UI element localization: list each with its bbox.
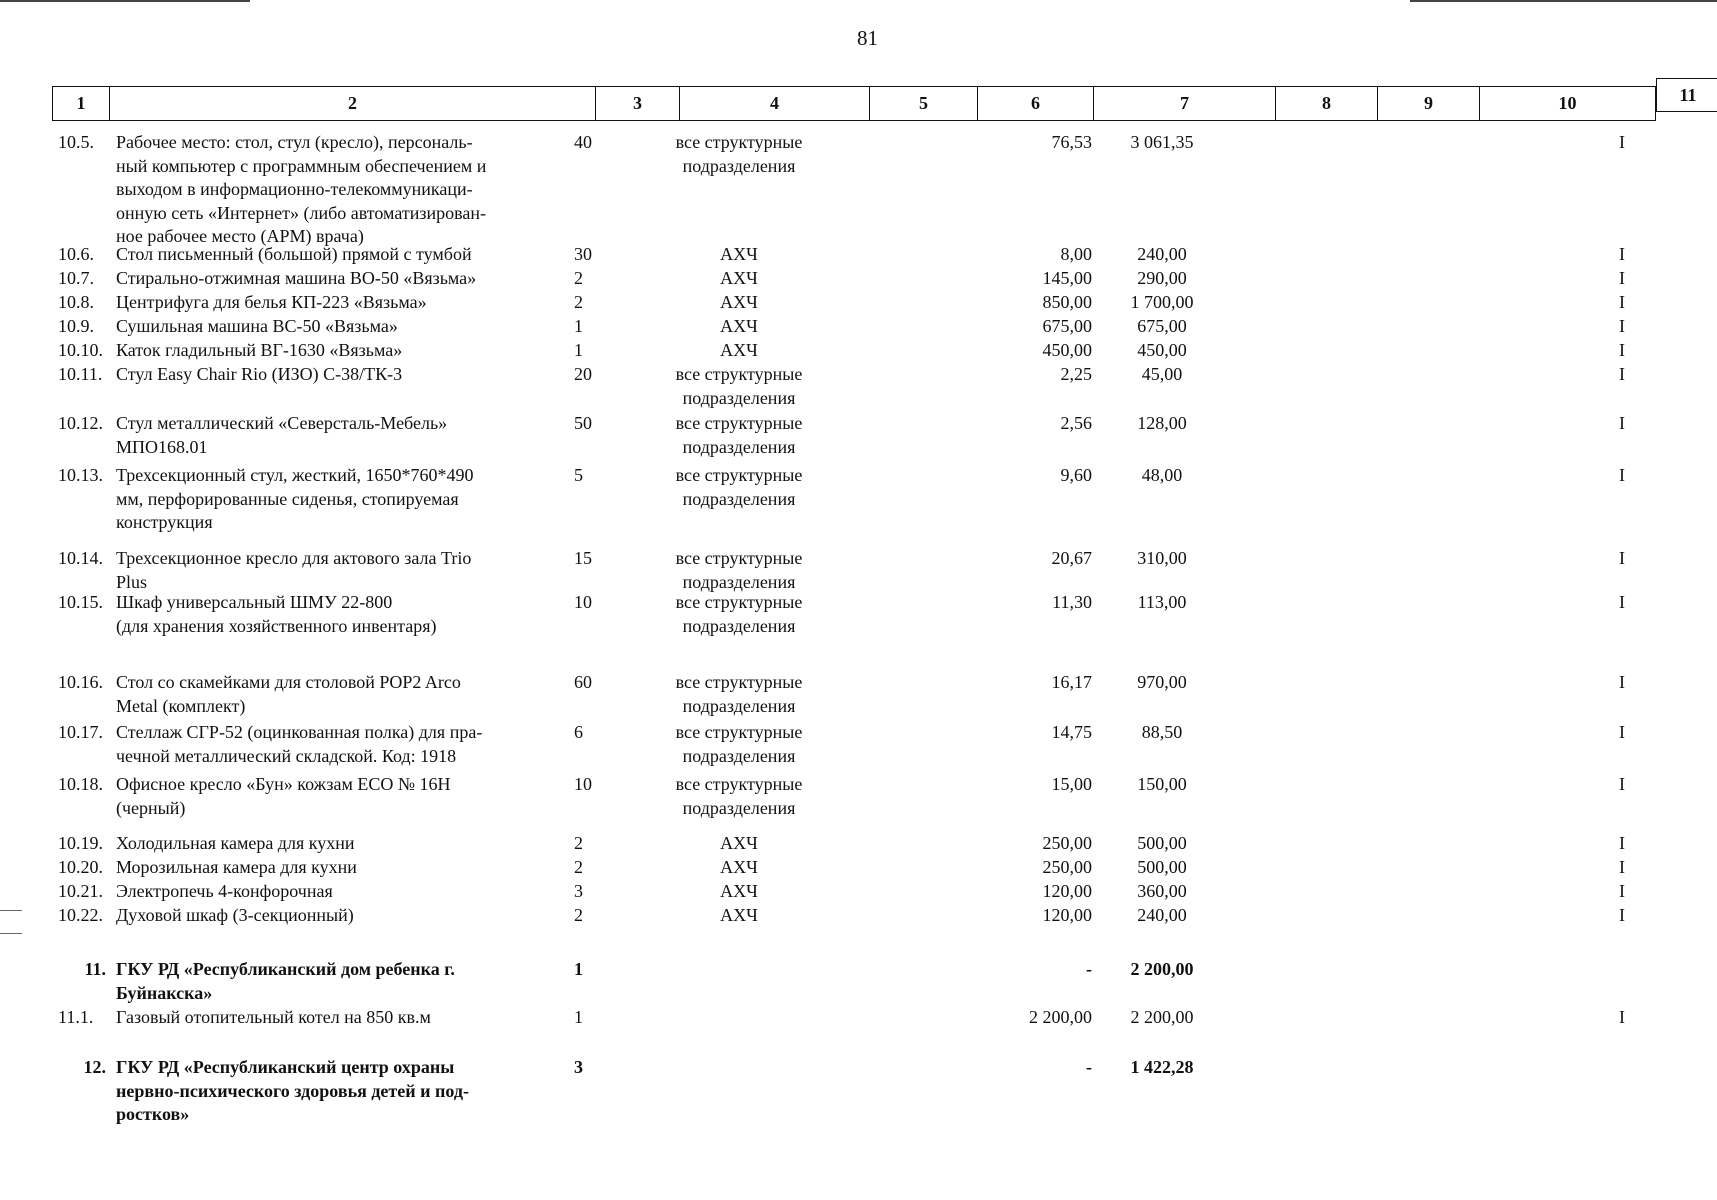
column-header: 11 — [1656, 78, 1717, 112]
item-number: 10.17. — [58, 722, 103, 742]
item-price: 250,00 — [1042, 833, 1092, 853]
column-header: 8 — [1276, 86, 1378, 121]
item-category: I — [1619, 364, 1625, 384]
item-category: I — [1619, 905, 1625, 925]
item-name: Стул металлический «Северсталь-Мебель» МПО168.01 — [116, 413, 448, 457]
item-total: 450,00 — [1137, 340, 1187, 360]
item-category: I — [1619, 833, 1625, 853]
item-category: I — [1619, 1007, 1625, 1027]
item-quantity: 6 — [574, 722, 583, 742]
item-name: Центрифуга для белья КП-223 «Вязьма» — [116, 292, 427, 312]
item-price: 8,00 — [1060, 244, 1092, 264]
item-department: АХЧ — [720, 340, 758, 360]
item-department: все структурные подразделения — [675, 672, 803, 716]
item-quantity: 60 — [574, 672, 592, 692]
item-number: 10.6. — [58, 244, 94, 264]
item-total: 1 422,28 — [1130, 1057, 1194, 1077]
item-quantity: 1 — [574, 316, 583, 336]
item-name: Трехсекционное кресло для актового зала Trio Plus — [116, 548, 472, 592]
item-price: 11,30 — [1052, 592, 1092, 612]
item-quantity: 40 — [574, 132, 592, 152]
item-price: 250,00 — [1042, 857, 1092, 877]
column-header: 9 — [1378, 86, 1480, 121]
item-category: I — [1619, 413, 1625, 433]
item-name: Сушильная машина ВС-50 «Вязьма» — [116, 316, 398, 336]
item-number: 10.5. — [58, 132, 94, 152]
item-number: 10.8. — [58, 292, 94, 312]
item-price: 15,00 — [1051, 774, 1092, 794]
item-number: 11. — [84, 959, 106, 979]
item-price: 120,00 — [1042, 905, 1092, 925]
item-number: 10.16. — [58, 672, 103, 692]
item-category: I — [1619, 244, 1625, 264]
item-category: I — [1619, 268, 1625, 288]
item-name: Стол письменный (большой) прямой с тумбой — [116, 244, 472, 264]
item-total: 675,00 — [1137, 316, 1187, 336]
item-department: АХЧ — [720, 292, 758, 312]
item-name: Морозильная камера для кухни — [116, 857, 357, 877]
item-number: 10.18. — [58, 774, 103, 794]
item-name: ГКУ РД «Республиканский центр охраны нервно-психического здоровья детей и под- ростков» — [116, 1057, 469, 1124]
item-price: 120,00 — [1042, 881, 1092, 901]
scan-margin-mark — [0, 933, 22, 934]
item-number: 10.22. — [58, 905, 103, 925]
item-name: Стеллаж СГР-52 (оцинкованная полка) для пра- чечной металлический складской. Код: 1918 — [116, 722, 483, 766]
item-price: 20,67 — [1051, 548, 1092, 568]
item-category: I — [1619, 592, 1625, 612]
item-category: I — [1619, 132, 1625, 152]
item-total: 1 700,00 — [1130, 292, 1194, 312]
item-price: 76,53 — [1051, 132, 1092, 152]
column-header: 10 — [1480, 86, 1656, 121]
item-category: I — [1619, 340, 1625, 360]
scan-margin-mark — [0, 910, 22, 911]
item-total: 2 200,00 — [1130, 959, 1194, 979]
item-total: 970,00 — [1137, 672, 1187, 692]
item-quantity: 2 — [574, 857, 583, 877]
item-price: - — [1086, 1057, 1092, 1077]
item-quantity: 10 — [574, 774, 592, 794]
item-category: I — [1619, 292, 1625, 312]
item-department: все структурные подразделения — [675, 364, 803, 408]
item-price: 145,00 — [1042, 268, 1092, 288]
item-name: Стирально-отжимная машина ВО-50 «Вязьма» — [116, 268, 477, 288]
item-category: I — [1619, 722, 1625, 742]
item-total: 500,00 — [1137, 857, 1187, 877]
item-number: 10.11. — [58, 364, 103, 384]
item-quantity: 15 — [574, 548, 592, 568]
item-number: 10.12. — [58, 413, 103, 433]
item-number: 10.14. — [58, 548, 103, 568]
item-total: 3 061,35 — [1130, 132, 1194, 152]
item-quantity: 2 — [574, 833, 583, 853]
item-department: все структурные подразделения — [675, 722, 803, 766]
item-department: АХЧ — [720, 316, 758, 336]
item-category: I — [1619, 548, 1625, 568]
item-price: 675,00 — [1042, 316, 1092, 336]
column-header: 4 — [680, 86, 870, 121]
item-name: Офисное кресло «Бун» кожзам ECO № 16H (черный) — [116, 774, 451, 818]
item-name: Духовой шкаф (3-секционный) — [116, 905, 354, 925]
item-price: 2,25 — [1060, 364, 1092, 384]
item-total: 128,00 — [1137, 413, 1187, 433]
item-total: 113,00 — [1137, 592, 1187, 612]
item-price: 450,00 — [1042, 340, 1092, 360]
item-department: АХЧ — [720, 833, 758, 853]
item-quantity: 50 — [574, 413, 592, 433]
item-price: 9,60 — [1060, 465, 1092, 485]
item-number: 12. — [83, 1057, 106, 1077]
item-name: Трехсекционный стул, жесткий, 1650*760*490 мм, перфорированные сиденья, стопируемая конструкция — [116, 465, 474, 532]
item-quantity: 1 — [574, 1007, 583, 1027]
item-number: 10.21. — [58, 881, 103, 901]
item-total: 48,00 — [1141, 465, 1183, 485]
item-price: 850,00 — [1042, 292, 1092, 312]
item-name: Стол со скамейками для столовой POP2 Arco Metal (комплект) — [116, 672, 461, 716]
scan-edge-line — [1410, 0, 1717, 2]
item-total: 45,00 — [1141, 364, 1183, 384]
item-price: 16,17 — [1051, 672, 1092, 692]
column-header: 2 — [110, 86, 596, 121]
item-total: 310,00 — [1137, 548, 1187, 568]
item-department: АХЧ — [720, 905, 758, 925]
item-total: 88,50 — [1141, 722, 1183, 742]
item-name: Каток гладильный ВГ-1630 «Вязьма» — [116, 340, 403, 360]
item-quantity: 1 — [574, 959, 583, 979]
item-department: все структурные подразделения — [675, 548, 803, 592]
item-department: все структурные подразделения — [675, 465, 803, 509]
item-department: все структурные подразделения — [675, 132, 803, 176]
item-quantity: 5 — [574, 465, 583, 485]
item-quantity: 1 — [574, 340, 583, 360]
item-total: 360,00 — [1137, 881, 1187, 901]
item-price: 2 200,00 — [1029, 1007, 1092, 1027]
item-name: Стул Easy Chair Rio (ИЗО) С-38/ТК-3 — [116, 364, 403, 384]
item-number: 10.15. — [58, 592, 103, 612]
item-total: 240,00 — [1137, 244, 1187, 264]
item-department: все структурные подразделения — [675, 592, 803, 636]
item-name: Электропечь 4-конфорочная — [116, 881, 333, 901]
item-quantity: 2 — [574, 268, 583, 288]
item-price: - — [1086, 959, 1092, 979]
item-quantity: 2 — [574, 292, 583, 312]
column-header: 7 — [1094, 86, 1276, 121]
column-header: 5 — [870, 86, 978, 121]
item-total: 240,00 — [1137, 905, 1187, 925]
item-price: 2,56 — [1060, 413, 1092, 433]
item-quantity: 10 — [574, 592, 592, 612]
item-name: Шкаф универсальный ШМУ 22-800 (для хранения хозяйственного инвентаря) — [116, 592, 437, 636]
item-name: ГКУ РД «Республиканский дом ребенка г. Буйнакска» — [116, 959, 455, 1003]
column-header: 1 — [52, 86, 110, 121]
item-quantity: 3 — [574, 1057, 583, 1077]
item-number: 10.19. — [58, 833, 103, 853]
page-number: 81 — [857, 26, 878, 50]
item-quantity: 2 — [574, 905, 583, 925]
item-number: 10.9. — [58, 316, 94, 336]
item-number: 10.10. — [58, 340, 103, 360]
item-category: I — [1619, 465, 1625, 485]
item-number: 10.7. — [58, 268, 94, 288]
item-department: АХЧ — [720, 268, 758, 288]
item-department: АХЧ — [720, 881, 758, 901]
item-department: АХЧ — [720, 244, 758, 264]
item-number: 11.1. — [58, 1007, 94, 1027]
item-department: все структурные подразделения — [675, 413, 803, 457]
scan-edge-line — [0, 0, 250, 2]
item-name: Газовый отопительный котел на 850 кв.м — [116, 1007, 431, 1027]
item-total: 290,00 — [1137, 268, 1187, 288]
item-price: 14,75 — [1051, 722, 1092, 742]
item-quantity: 20 — [574, 364, 592, 384]
item-number: 10.13. — [58, 465, 103, 485]
column-header: 6 — [978, 86, 1094, 121]
item-category: I — [1619, 672, 1625, 692]
item-number: 10.20. — [58, 857, 103, 877]
item-category: I — [1619, 857, 1625, 877]
item-department: все структурные подразделения — [675, 774, 803, 818]
item-category: I — [1619, 774, 1625, 794]
item-total: 500,00 — [1137, 833, 1187, 853]
item-total: 2 200,00 — [1130, 1007, 1194, 1027]
item-name: Рабочее место: стол, стул (кресло), персональ- ный компьютер с программным обеспечением и выходом в информационно-телекоммуникаци- онную сеть «Интернет» (либо автоматизирован- ное рабочее место (АРМ) врача) — [116, 132, 487, 246]
item-category: I — [1619, 316, 1625, 336]
item-name: Холодильная камера для кухни — [116, 833, 355, 853]
item-quantity: 30 — [574, 244, 592, 264]
item-department: АХЧ — [720, 857, 758, 877]
item-quantity: 3 — [574, 881, 583, 901]
column-header: 3 — [596, 86, 680, 121]
item-total: 150,00 — [1137, 774, 1187, 794]
item-category: I — [1619, 881, 1625, 901]
